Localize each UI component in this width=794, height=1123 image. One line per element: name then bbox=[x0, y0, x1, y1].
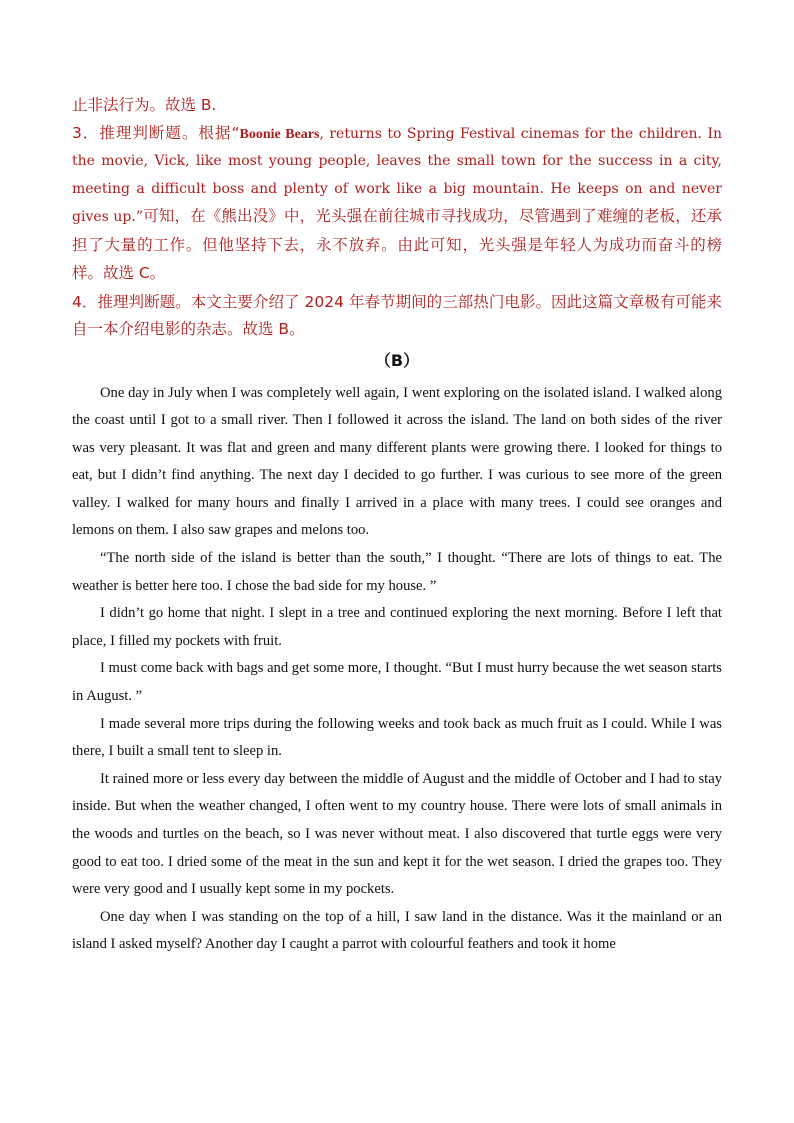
passage-paragraph: One day in July when I was completely well again, I went exploring on the isolated island. I walked along the coast until I got to a small river. Then I followed it across the island. The land on both sides of the river was very pleasant. It was flat and green and many different plants were growing there. I looked for things to eat, but I didn’t find anything. The next day I decided to go further. I was curious to see more of the green valley. I walked for many hours and finally I arrived in a place with many trees. I could see oranges and lemons on them. I also saw grapes and melons too. bbox=[72, 384, 722, 539]
passage-paragraph: It rained more or less every day between the middle of August and the middle of October and I had to stay inside. But when the weather changed, I often went to my country house. There were lots of small animals in the woods and turtles on the beach, so I was never without meat. I also discovered that turtle eggs were very good to eat too. I dried some of the meat in the sun and kept it for the wet season. I dried the grapes too. They were very good and I usually kept some in my pockets. bbox=[72, 770, 722, 898]
answer-q3-cn: 可知，在《熊出没》中，光头强在前往城市寻找成功，尽管遇到了难缠的老板，还承担了大量的工作。但他坚持下去，永不放弃。由此可知，光头强是年轻人为成功而奋斗的榜样。故选 C。 bbox=[72, 207, 722, 282]
answer-q3 bbox=[72, 120, 722, 289]
answer-q3-quote: , returns to Spring Festival cinemas for the children. In the movie, Vick, like most young people, leaves the small town for the success in a city, meeting a difficult boss and plenty of work like a big mountain. He keeps on and never gives up.” bbox=[72, 125, 722, 225]
answer-line-1: 止非法行为。故选 B. bbox=[72, 96, 217, 114]
section-title: （B） bbox=[374, 350, 420, 370]
passage-paragraph: I made several more trips during the following weeks and took back as much fruit as I could. While I was there, I built a small tent to sleep in. bbox=[72, 715, 722, 760]
reading-passage bbox=[72, 380, 722, 959]
answer-q3-prefix: 3．推理判断题。根据“ bbox=[72, 123, 240, 142]
answer-q4: 4．推理判断题。本文主要介绍了 2024 年春节期间的三部热门电影。因此这篇文章极有可能来自一本介绍电影的杂志。故选 B。 bbox=[72, 292, 722, 338]
answer-q3-bold: Boonie Bears bbox=[239, 126, 320, 142]
answer-explanations bbox=[72, 92, 722, 344]
passage-paragraph: I didn’t go home that night. I slept in a tree and continued exploring the next morning. Before I left that place, I filled my pockets with fruit. bbox=[72, 605, 722, 649]
passage-paragraph: One day when I was standing on the top of a hill, I saw land in the distance. Was it the mainland or an island I asked myself? Another day I caught a parrot with colourful feathers and took it home bbox=[72, 908, 722, 953]
passage-paragraph: I must come back with bags and get some more, I thought. “But I must hurry because the wet season starts in August. ” bbox=[72, 660, 722, 705]
passage-paragraph: “The north side of the island is better than the south,” I thought. “There are lots of things to eat. The weather is better here too. I chose the bad side for my house. ” bbox=[72, 550, 722, 594]
